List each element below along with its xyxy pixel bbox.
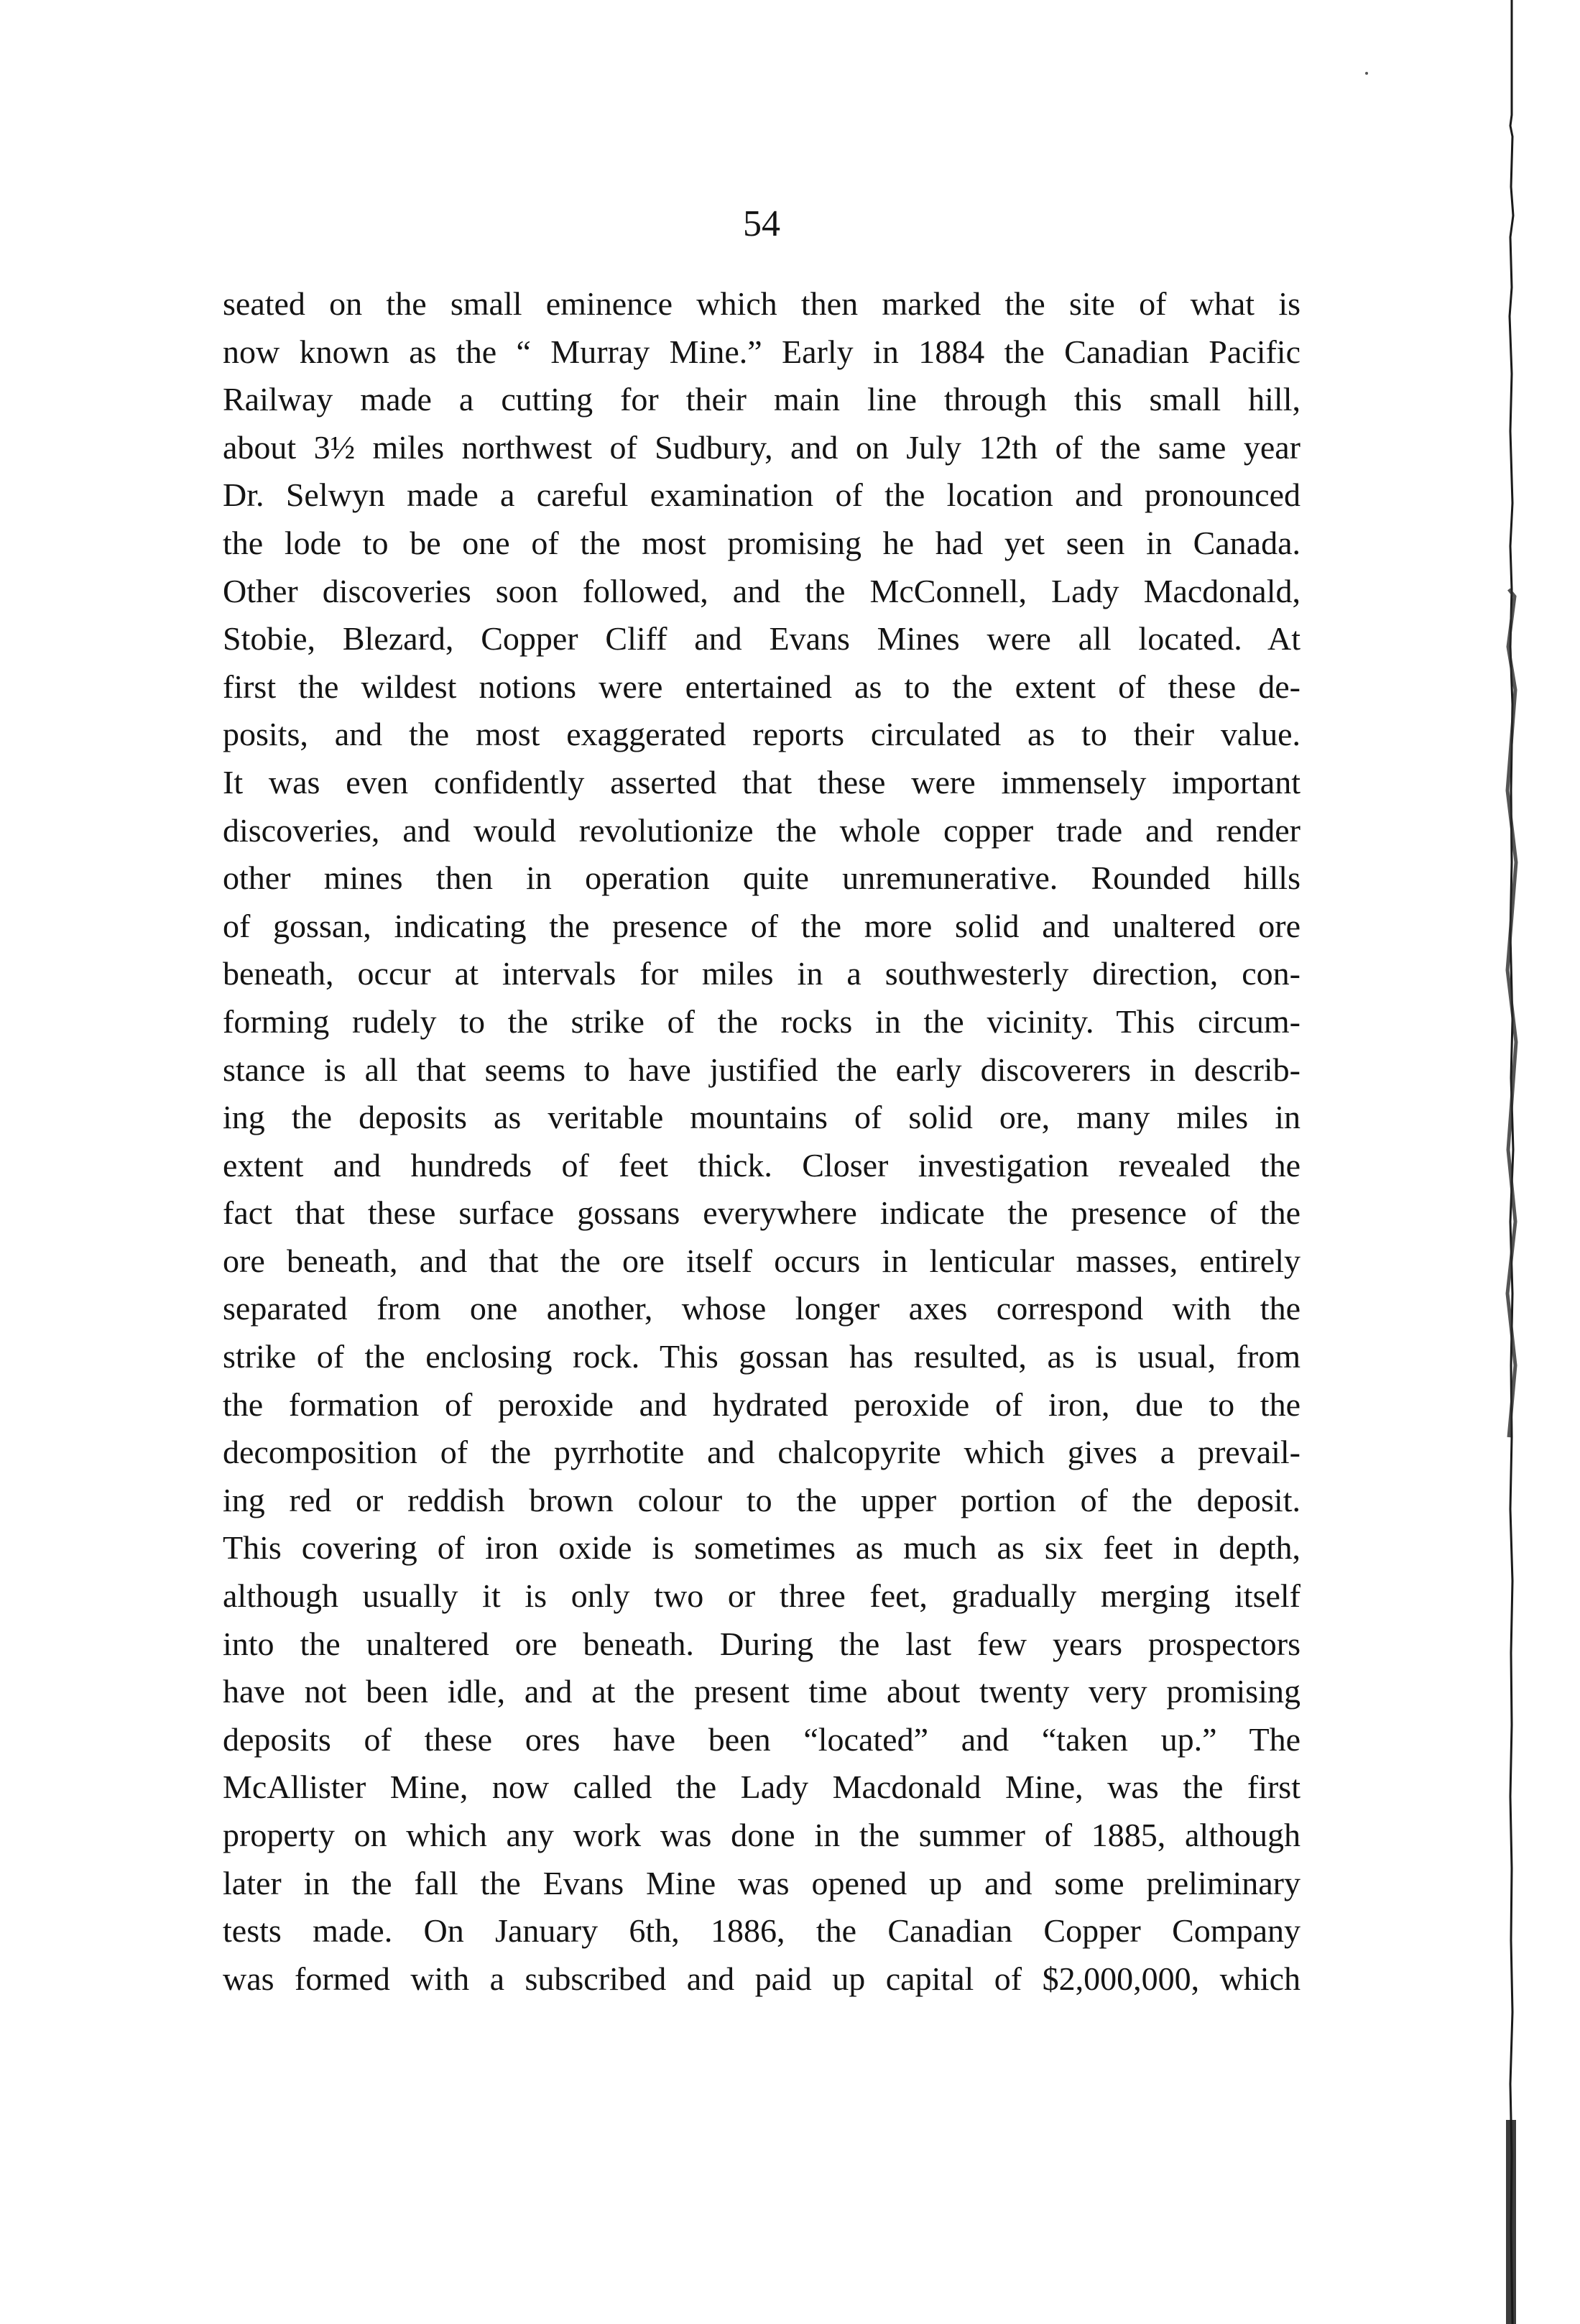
text-line: ing the deposits as veritable mountains of solid ore, many miles in	[223, 1099, 1301, 1136]
paper-speck	[1365, 72, 1368, 75]
text-line: ore beneath, and that the ore itself occurs in lenticular masses, entirely	[223, 1242, 1301, 1279]
text-line: about 3½ miles northwest of Sudbury, and on July 12th of the same year	[223, 428, 1301, 466]
text-line: later in the fall the Evans Mine was opened up and some preliminary	[223, 1864, 1301, 1901]
text-line: tests made. On January 6th, 1886, the Canadian Copper Company	[223, 1912, 1301, 1950]
text-line: other mines then in operation quite unremunerative. Rounded hills	[223, 859, 1301, 897]
text-line: ing red or reddish brown colour to the upper portion of the deposit.	[223, 1481, 1301, 1518]
page-binding-edge	[1494, 0, 1523, 2324]
page-number: 54	[743, 203, 780, 244]
text-line: fact that these surface gossans everywhere indicate the presence of the	[223, 1194, 1301, 1232]
text-line: first the wildest notions were entertained as to the extent of these de-	[223, 668, 1301, 705]
text-line: This covering of iron oxide is sometimes as much as six feet in depth,	[223, 1529, 1301, 1567]
text-line: have not been idle, and at the present time about twenty very promising	[223, 1673, 1301, 1710]
text-line: property on which any work was done in the summer of 1885, although	[223, 1817, 1301, 1853]
text-line: It was even confidently asserted that these were immensely important	[223, 763, 1301, 801]
text-line: separated from one another, whose longer axes correspond with the	[223, 1290, 1301, 1327]
text-line: strike of the enclosing rock. This gossan has resulted, as is usual, from	[223, 1338, 1301, 1375]
text-line: Other discoveries soon followed, and the McConnell, Lady Macdonald,	[223, 572, 1301, 609]
text-line: discoveries, and would revolutionize the whole copper trade and render	[223, 811, 1301, 849]
text-line: decomposition of the pyrrhotite and chalcopyrite which gives a prevail-	[223, 1434, 1301, 1471]
text-line: the lode to be one of the most promising he had yet seen in Canada.	[223, 524, 1301, 561]
text-line: Dr. Selwyn made a careful examination of the location and pronounced	[223, 476, 1301, 514]
text-line: Railway made a cutting for their main line through this small hill,	[223, 381, 1301, 418]
body-text	[223, 280, 1301, 2003]
text-line: forming rudely to the strike of the rocks in the vicinity. This circum-	[223, 1002, 1301, 1040]
text-line: the formation of peroxide and hydrated peroxide of iron, due to the	[223, 1385, 1301, 1423]
text-line: extent and hundreds of feet thick. Closer investigation revealed the	[223, 1146, 1301, 1184]
text-line: McAllister Mine, now called the Lady Macdonald Mine, was the first	[223, 1769, 1301, 1806]
text-line: posits, and the most exaggerated reports circulated as to their value.	[223, 716, 1301, 753]
text-line: was formed with a subscribed and paid up capital of $2,000,000, which	[223, 1960, 1301, 1997]
text-line: now known as the “ Murray Mine.” Early in 1884 the Canadian Pacific	[223, 333, 1301, 370]
binding-edge-graphic	[1494, 0, 1523, 2324]
text-line: Stobie, Blezard, Copper Cliff and Evans Mines were all located. At	[223, 620, 1301, 658]
text-line: of gossan, indicating the presence of the more solid and unaltered ore	[223, 907, 1301, 944]
text-line: stance is all that seems to have justified the early discoverers in describ-	[223, 1051, 1301, 1088]
text-line: seated on the small eminence which then marked the site of what is	[223, 285, 1301, 322]
text-line: into the unaltered ore beneath. During the last few years prospectors	[223, 1625, 1301, 1662]
text-line: although usually it is only two or three feet, gradually merging itself	[223, 1577, 1301, 1615]
text-line: beneath, occur at intervals for miles in a southwesterly direction, con-	[223, 955, 1301, 992]
text-line: deposits of these ores have been “located” and “taken up.” The	[223, 1720, 1301, 1758]
